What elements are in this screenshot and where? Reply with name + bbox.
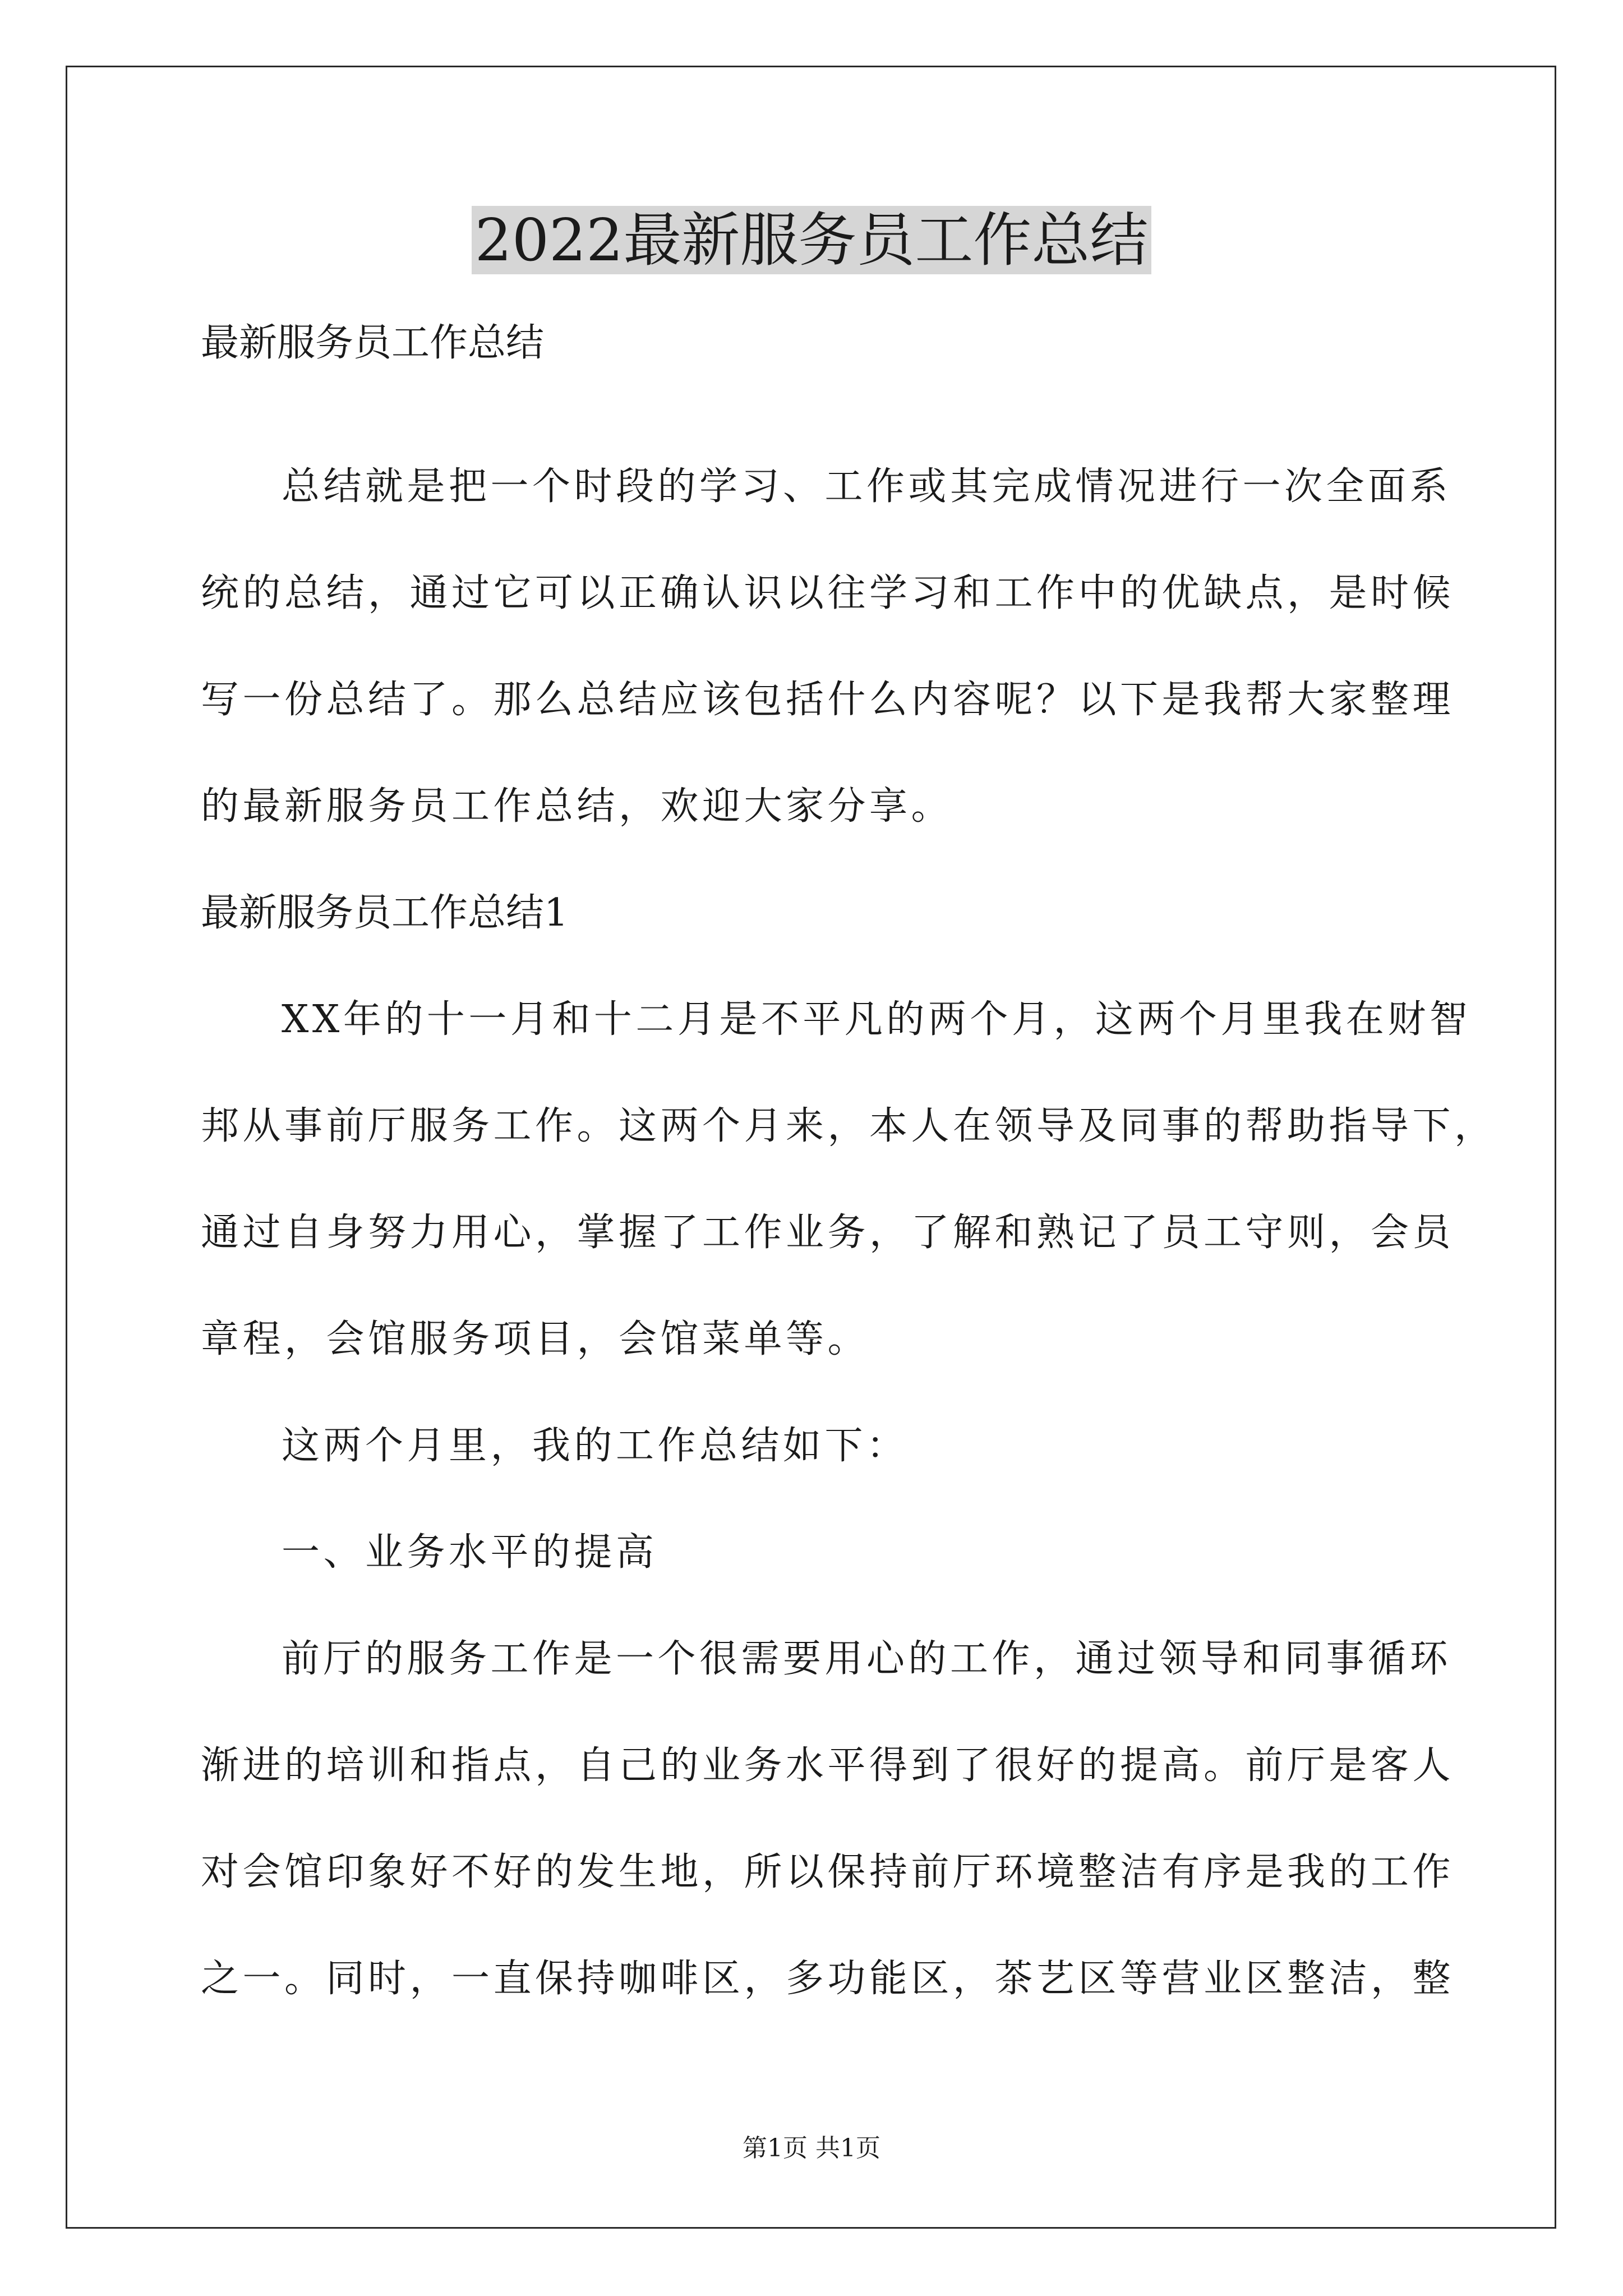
paragraph-line: 之一。同时，一直保持咖啡区，多功能区，茶艺区等营业区整洁，整 (201, 1957, 1455, 2001)
paragraph-line: 这两个月里，我的工作总结如下： (282, 1424, 909, 1468)
paragraph-line: 章程，会馆服务项目，会馆菜单等。 (201, 1317, 870, 1361)
paragraph-line: 总结就是把一个时段的学习、工作或其完成情况进行一次全面系 (282, 464, 1452, 509)
paragraph-line: 邦从事前厅服务工作。这两个月来，本人在领导及同事的帮助指导下， (201, 1104, 1496, 1148)
paragraph-line: 统的总结，通过它可以正确认识以往学习和工作中的优缺点，是时候 (201, 571, 1455, 615)
paragraph-line: 的最新服务员工作总结，欢迎大家分享。 (201, 784, 953, 829)
document-title (0, 201, 1623, 279)
section-heading: 最新服务员工作总结1 (201, 891, 569, 935)
paragraph-line: 写一份总结了。那么总结应该包括什么内容呢？以下是我帮大家整理 (201, 678, 1455, 722)
paragraph-line: 通过自身努力用心，掌握了工作业务，了解和熟记了员工守则，会员 (201, 1211, 1455, 1255)
document-title-text: 2022最新服务员工作总结 (472, 206, 1152, 274)
paragraph-line: 对会馆印象好不好的发生地，所以保持前厅环境整洁有序是我的工作 (201, 1850, 1455, 1894)
subsection-heading: 一、业务水平的提高 (282, 1530, 658, 1575)
section-heading: 最新服务员工作总结 (201, 321, 545, 365)
page-footer: 第1页 共1页 (743, 2134, 880, 2162)
paragraph-line: XX年的十一月和十二月是不平凡的两个月，这两个月里我在财智 (282, 997, 1472, 1042)
paragraph-line: 渐进的培训和指点，自己的业务水平得到了很好的提高。前厅是客人 (201, 1743, 1455, 1788)
paragraph-line: 前厅的服务工作是一个很需要用心的工作，通过领导和同事循环 (282, 1637, 1452, 1681)
